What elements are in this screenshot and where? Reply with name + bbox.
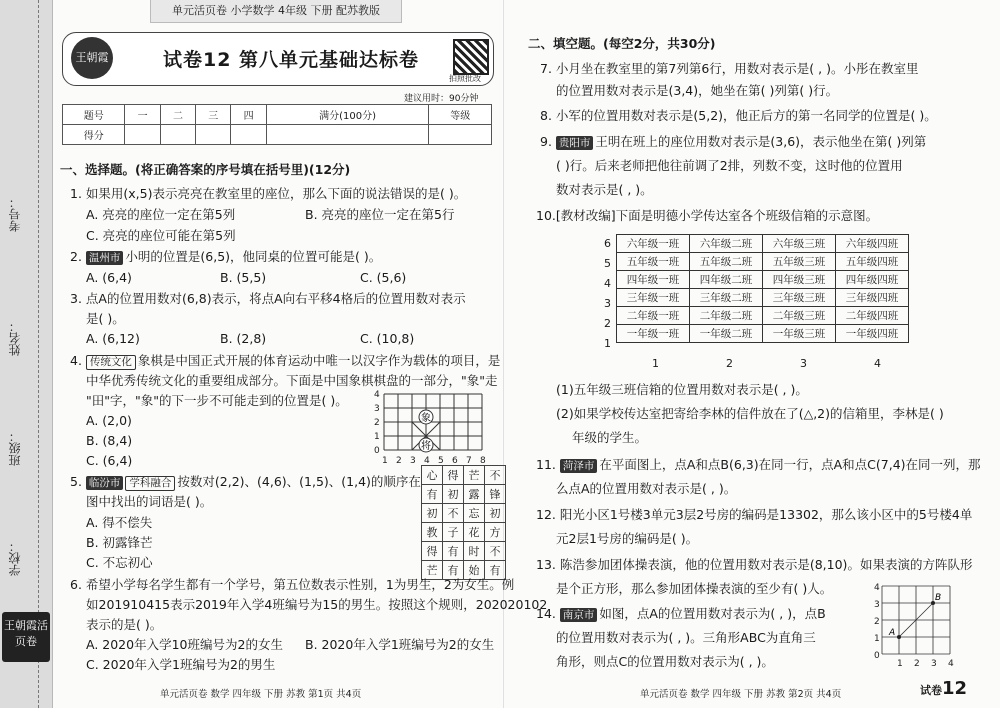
row-label: 4 (604, 277, 611, 290)
section-2-heading: 二、填空题。(每空2分，共30分) (528, 36, 716, 51)
question-1: 1. 如果用(x,5)表示亮亮在教室里的座位，那么下面的说法错误的是( )。 (70, 186, 467, 201)
q5-option-b[interactable]: B. 初露锋芒 (86, 535, 153, 550)
question-10: 10.[教材改编]下面是明德小学传达室各个班级信箱的示意图。 (536, 208, 879, 223)
x-tick: 4 (424, 456, 430, 466)
question-9-cont2: 数对表示是( , )。 (556, 182, 653, 197)
question-6-cont2: 表示的是( )。 (86, 617, 163, 632)
paper-number-value: 12 (942, 678, 968, 699)
row-label: 6 (604, 237, 611, 250)
q2-option-a[interactable]: A. (6,4) (86, 270, 132, 285)
region-tag: 菏泽市 (560, 459, 598, 473)
sidebar-logo: 王朝霞活页卷 (2, 612, 50, 662)
exam-number-field[interactable] (6, 196, 32, 232)
exam-number-label: 考号： (8, 196, 22, 232)
mailbox-cell: 三年级四班 (836, 289, 909, 307)
question-5-cont: 图中找出的词语是( )。 (86, 494, 213, 509)
question-13-cont: 是个正方形，那么参加团体操表演的至少有( )人。 (556, 581, 833, 596)
q4-option-c[interactable]: C. (6,4) (86, 453, 133, 468)
question-10-2: (2)如果学校传达室把寄给李林的信件放在了(△,2)的信箱里，李林是( ) (556, 406, 944, 421)
mailbox-cell: 三年级二班 (690, 289, 763, 307)
class-field[interactable] (6, 430, 32, 466)
qr-label: 拍照批改 (449, 74, 481, 83)
y-tick: 4 (874, 583, 880, 593)
q6-option-c[interactable]: C. 2020年入学1班编号为2的男生 (86, 657, 276, 672)
question-11-cont: 么点A的位置用数对表示是( , )。 (556, 481, 737, 496)
q2-option-b[interactable]: B. (5,5) (220, 270, 267, 285)
school-field[interactable] (6, 540, 32, 576)
question-9: 9. 贵阳市 王明在班上的座位用数对表示是(3,6)，表示他坐在第( )列第 (540, 134, 927, 149)
qr-code-icon[interactable] (453, 39, 489, 75)
question-3: 3. 点A的位置用数对(6,8)表示，将点A向右平移4格后的位置用数对表示 (70, 291, 466, 306)
paper-number (920, 678, 967, 699)
class-label: 班级： (8, 430, 22, 466)
mailbox-cell: 二年级二班 (690, 307, 763, 325)
topic-tag: 学科融合 (125, 476, 175, 491)
mailbox-cell: 二年级一班 (617, 307, 690, 325)
mailbox-cell: 四年级三班 (763, 271, 836, 289)
section-1-heading: 一、选择题。(将正确答案的序号填在括号里)(12分) (60, 162, 351, 177)
x-tick: 1 (382, 456, 388, 466)
general-label: 将 (421, 441, 431, 452)
question-3-cont: 是( )。 (86, 311, 125, 326)
mailbox-cell: 一年级四班 (836, 325, 909, 343)
question-12-cont: 元2层1号房的编码是( )。 (556, 531, 699, 546)
cut-line (38, 0, 39, 708)
y-tick: 0 (374, 446, 380, 456)
char-cell: 不 (485, 466, 506, 485)
y-tick: 2 (374, 418, 380, 428)
char-cell: 花 (464, 523, 485, 542)
question-4-cont2: "田"字，"象"的下一步不可能走到的位置是( )。 (86, 393, 348, 408)
mailbox-cell: 一年级二班 (690, 325, 763, 343)
question-7-cont: 的位置用数对表示是(3,4)，她坐在第( )列第( )行。 (556, 83, 839, 98)
char-cell: 露 (464, 485, 485, 504)
row-label: 2 (604, 317, 611, 330)
name-label: 姓名： (8, 320, 22, 356)
char-cell: 心 (422, 466, 443, 485)
question-4: 4. 传统文化 象棋是中国正式开展的体育运动中唯一以汉字作为载体的项目，是 (70, 353, 501, 368)
x-tick: 2 (914, 659, 920, 669)
right-footer: 单元活页卷 数学 四年级 下册 苏教 第2页 共4页 (640, 689, 842, 700)
x-tick: 5 (438, 456, 444, 466)
y-tick: 2 (874, 617, 880, 627)
question-14-cont2: 角形，则点C的位置用数对表示为( , )。 (556, 654, 774, 669)
row-label: 1 (604, 337, 611, 350)
char-cell: 不 (485, 542, 506, 561)
mailbox-cell: 四年级四班 (836, 271, 909, 289)
question-10-1: (1)五年级三班信箱的位置用数对表示是( , )。 (556, 382, 808, 397)
char-cell: 锋 (485, 485, 506, 504)
character-grid (421, 465, 506, 580)
mailbox-cell: 四年级一班 (617, 271, 690, 289)
char-cell: 芒 (464, 466, 485, 485)
point-a-marker (897, 635, 901, 639)
mailbox-cell: 四年级二班 (690, 271, 763, 289)
char-cell: 初 (422, 504, 443, 523)
mailbox-cell: 五年级四班 (836, 253, 909, 271)
col-label: 1 (652, 357, 659, 370)
score-header-row (63, 105, 492, 125)
exam-title: 试卷12 第八单元基础达标卷 (163, 49, 420, 71)
char-cell: 方 (485, 523, 506, 542)
region-tag: 贵阳市 (556, 136, 594, 150)
mailbox-cell: 一年级三班 (763, 325, 836, 343)
x-tick: 7 (466, 456, 472, 466)
q4-option-b[interactable]: B. (8,4) (86, 433, 133, 448)
question-14-cont: 的位置用数对表示为( , )。三角形ABC为直角三 (556, 630, 816, 645)
mailbox-cell: 六年级一班 (617, 235, 690, 253)
char-cell: 不 (443, 504, 464, 523)
mailbox-cell: 五年级一班 (617, 253, 690, 271)
q2-text: 小明的位置是(6,5)，他同桌的位置可能是( )。 (125, 249, 382, 264)
question-6-cont: 如201910415表示2019年入学4班编号为15的男生。按照这个规则，202020102 (86, 597, 548, 612)
mailbox-cell: 六年级二班 (690, 235, 763, 253)
score-cell: 得分 (63, 125, 125, 145)
row-label: 5 (604, 257, 611, 270)
question-4-cont: 中华优秀传统文化的重要组成部分。下面是中国象棋棋盘的一部分，"象"走 (86, 373, 498, 388)
col-label: 4 (874, 357, 881, 370)
question-7: 7. 小月坐在教室里的第7列第6行，用数对表示是( , )。小彤在教室里 (540, 61, 919, 76)
q1-option-c[interactable]: C. 亮亮的座位可能在第5列 (86, 228, 236, 243)
q2-option-c[interactable]: C. (5,6) (360, 270, 407, 285)
score-input-row (63, 125, 492, 145)
col-label: 2 (726, 357, 733, 370)
score-cell: 二 (160, 105, 195, 125)
q5-text: 按数对(2,2)、(4,6)、(1,5)、(1,4)的顺序在 (177, 474, 421, 489)
left-footer: 单元活页卷 数学 四年级 下册 苏教 第1页 共4页 (160, 689, 362, 700)
coordinate-grid (866, 578, 962, 672)
q1-option-b[interactable]: B. 亮亮的座位一定在第5行 (305, 207, 455, 222)
char-cell: 芒 (422, 561, 443, 580)
score-input-cell[interactable] (125, 125, 160, 145)
char-cell: 教 (422, 523, 443, 542)
score-input-cell[interactable] (160, 125, 195, 145)
q3-option-b[interactable]: B. (2,8) (220, 331, 267, 346)
q1-option-a[interactable]: A. 亮亮的座位一定在第5列 (86, 207, 236, 222)
mailbox-cell: 三年级一班 (617, 289, 690, 307)
row-label: 3 (604, 297, 611, 310)
binding-sidebar (0, 0, 53, 708)
point-a-label: A (889, 628, 896, 638)
q3-option-a[interactable]: A. (6,12) (86, 331, 140, 346)
char-cell: 得 (422, 542, 443, 561)
elephant-label: 象 (421, 413, 431, 424)
name-field[interactable] (6, 320, 32, 356)
q4-option-a[interactable]: A. (2,0) (86, 413, 132, 428)
score-table (62, 104, 492, 145)
q3-option-c[interactable]: C. (10,8) (360, 331, 415, 346)
char-cell: 初 (485, 504, 506, 523)
y-tick: 4 (374, 390, 380, 400)
char-cell: 时 (464, 542, 485, 561)
q5-option-c[interactable]: C. 不忘初心 (86, 555, 153, 570)
char-cell: 有 (422, 485, 443, 504)
question-2: 2. 温州市 小明的位置是(6,5)，他同桌的位置可能是( )。 (70, 249, 382, 264)
score-input-cell[interactable] (429, 125, 492, 145)
score-input-cell[interactable] (231, 125, 266, 145)
y-tick: 0 (874, 651, 880, 661)
mailbox-cell: 五年级二班 (690, 253, 763, 271)
q9-text: 王明在班上的座位用数对表示是(3,6)，表示他坐在第( )列第 (595, 134, 927, 149)
char-cell: 始 (464, 561, 485, 580)
exam-header (62, 32, 494, 86)
q6-option-a[interactable]: A. 2020年入学10班编号为2的女生 (86, 637, 283, 652)
time-note: 建议用时：90分钟 (404, 94, 479, 104)
region-tag: 临汾市 (86, 476, 124, 490)
q14-text: 如图，点A的位置用数对表示为( , )，点B (599, 606, 826, 621)
score-input-cell[interactable] (266, 125, 429, 145)
question-8: 8. 小军的位置用数对表示是(5,2)，他正后方的第一名同学的位置是( )。 (540, 108, 937, 123)
mailbox-cell: 五年级三班 (763, 253, 836, 271)
mailbox-cell: 二年级三班 (763, 307, 836, 325)
score-cell: 题号 (63, 105, 125, 125)
char-cell: 得 (443, 466, 464, 485)
x-tick: 2 (396, 456, 402, 466)
question-14: 14. 南京市 如图，点A的位置用数对表示为( , )，点B (536, 606, 826, 621)
question-5: 5. 临汾市 学科融合 按数对(2,2)、(4,6)、(1,5)、(1,4)的顺序在 (70, 474, 421, 489)
question-6: 6. 希望小学每名学生都有一个学号，第五位数表示性别，1为男生，2为女生。例 (70, 577, 515, 592)
mailbox-cell: 三年级三班 (763, 289, 836, 307)
x-tick: 6 (452, 456, 458, 466)
char-cell: 忘 (464, 504, 485, 523)
mailbox-cell: 一年级一班 (617, 325, 690, 343)
chess-board (370, 388, 496, 466)
question-12: 12. 阳光小区1号楼3单元3层2号房的编码是13302，那么该小区中的5号楼4单 (536, 507, 973, 522)
y-tick: 1 (874, 634, 880, 644)
question-9-cont: ( )行。后来老师把他往前调了2排，列数不变，这时他的位置用 (556, 158, 903, 173)
x-tick: 8 (480, 456, 486, 466)
score-cell: 四 (231, 105, 266, 125)
topic-tag: 传统文化 (86, 355, 136, 370)
q11-text: 在平面图上，点A和点B(6,3)在同一行，点A和点C(7,4)在同一列，那 (599, 457, 981, 472)
region-tag: 南京市 (560, 608, 598, 622)
score-cell: 等级 (429, 105, 492, 125)
paper-number-label: 试卷 (920, 684, 942, 697)
q6-option-b[interactable]: B. 2020年入学1班编号为2的女生 (305, 637, 495, 652)
y-tick: 1 (374, 432, 380, 442)
y-tick: 3 (874, 600, 880, 610)
x-tick: 1 (897, 659, 903, 669)
char-cell: 子 (443, 523, 464, 542)
score-cell: 一 (125, 105, 160, 125)
char-cell: 初 (443, 485, 464, 504)
score-input-cell[interactable] (196, 125, 231, 145)
char-cell: 有 (443, 561, 464, 580)
col-label: 3 (800, 357, 807, 370)
x-tick: 3 (410, 456, 416, 466)
mailbox-cell: 六年级三班 (763, 235, 836, 253)
question-13: 13. 陈浩参加团体操表演，他的位置用数对表示是(8,10)。如果表演的方阵队形 (536, 557, 973, 572)
question-11: 11. 菏泽市 在平面图上，点A和点B(6,3)在同一行，点A和点C(7,4)在同一列，那 (536, 457, 981, 472)
char-cell: 有 (443, 542, 464, 561)
top-banner: 单元活页卷 小学数学 4年级 下册 配苏教版 (150, 0, 402, 23)
x-tick: 3 (931, 659, 937, 669)
q4-text: 象棋是中国正式开展的体育运动中唯一以汉字作为载体的项目，是 (137, 353, 501, 368)
region-tag: 温州市 (86, 251, 124, 265)
x-tick: 4 (948, 659, 954, 669)
q5-option-a[interactable]: A. 得不偿失 (86, 515, 153, 530)
point-b-label: B (935, 593, 942, 603)
brand-logo: 王朝霞 (71, 37, 113, 79)
y-tick: 3 (374, 404, 380, 414)
score-cell: 三 (196, 105, 231, 125)
mailbox-grid (616, 234, 909, 343)
char-cell: 有 (485, 561, 506, 580)
school-label: 学校： (8, 540, 22, 576)
score-cell: 满分(100分) (266, 105, 429, 125)
question-10-2-cont: 年级的学生。 (572, 430, 648, 445)
mailbox-cell: 六年级四班 (836, 235, 909, 253)
mailbox-cell: 二年级四班 (836, 307, 909, 325)
